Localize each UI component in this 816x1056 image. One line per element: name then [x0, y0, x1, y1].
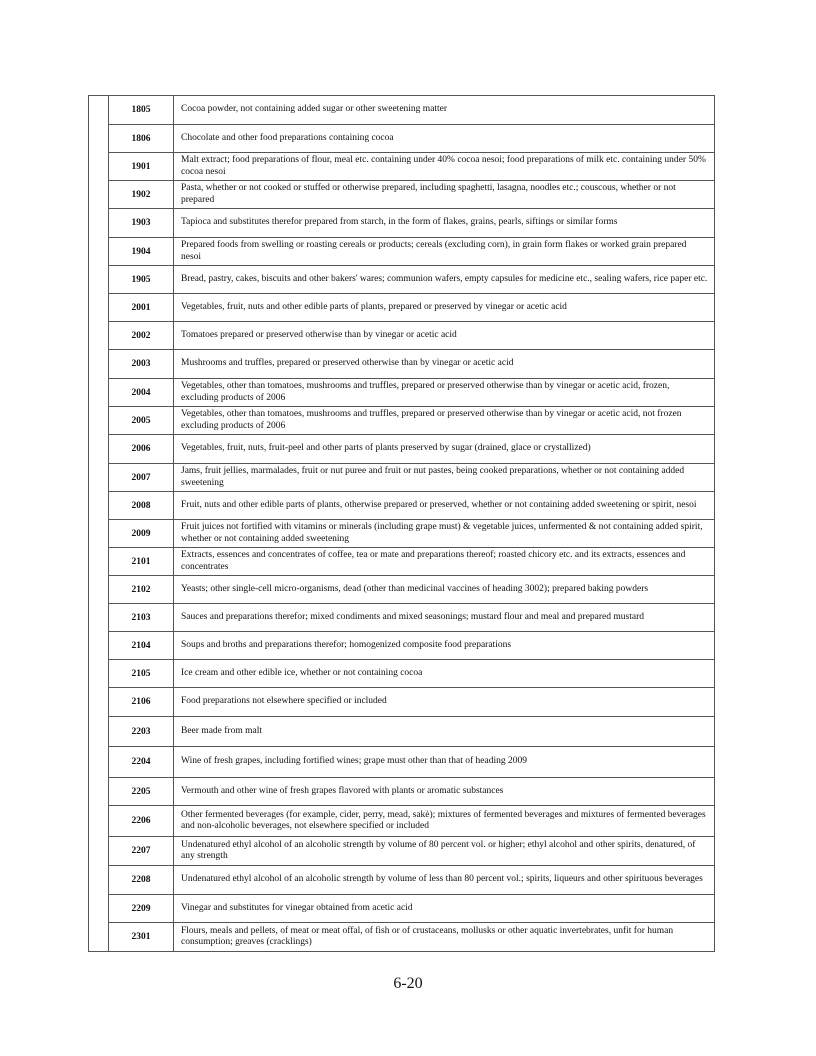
tariff-code-table-body — [89, 96, 715, 952]
description-cell: Chocolate and other food preparations containing cocoa — [174, 125, 715, 153]
table-row — [89, 688, 715, 717]
description-cell: Vegetables, fruit, nuts, fruit-peel and other parts of plants preserved by sugar (drained, glace or crystallized) — [174, 435, 715, 464]
description-cell: Cocoa powder, not containing added sugar or other sweetening matter — [174, 96, 715, 125]
table-row — [89, 548, 715, 576]
blank-cell — [89, 209, 109, 238]
table-row — [89, 181, 715, 209]
blank-cell — [89, 576, 109, 604]
table-row — [89, 604, 715, 632]
blank-cell — [89, 294, 109, 322]
table-row — [89, 238, 715, 266]
hts-code-cell: 2101 — [109, 548, 174, 576]
table-row — [89, 717, 715, 747]
hts-code-cell: 2003 — [109, 350, 174, 379]
description-cell: Undenatured ethyl alcohol of an alcoholic strength by volume of less than 80 percent vol.; spirits, liqueurs and other spirituous beverages — [174, 866, 715, 895]
hts-code-cell: 2205 — [109, 778, 174, 806]
blank-cell — [89, 660, 109, 688]
description-cell: Sauces and preparations therefor; mixed condiments and mixed seasonings; mustard flour and meal and prepared mustard — [174, 604, 715, 632]
blank-cell — [89, 837, 109, 866]
hts-code-cell: 2204 — [109, 747, 174, 778]
description-cell: Tapioca and substitutes therefor prepared from starch, in the form of flakes, grains, pearls, siftings or similar forms — [174, 209, 715, 238]
description-cell: Food preparations not elsewhere specified or included — [174, 688, 715, 717]
description-cell: Pasta, whether or not cooked or stuffed or otherwise prepared, including spaghetti, lasagna, noodles etc.; couscous, whether or not prepared — [174, 181, 715, 209]
blank-cell — [89, 125, 109, 153]
table-row — [89, 350, 715, 379]
hts-code-cell: 2102 — [109, 576, 174, 604]
hts-code-cell: 2005 — [109, 407, 174, 435]
hts-code-cell: 2105 — [109, 660, 174, 688]
description-cell: Extracts, essences and concentrates of coffee, tea or mate and preparations thereof; roasted chicory etc. and its extracts, essences and concentrates — [174, 548, 715, 576]
hts-code-cell: 1806 — [109, 125, 174, 153]
table-row — [89, 379, 715, 407]
blank-cell — [89, 548, 109, 576]
table-row — [89, 153, 715, 181]
description-cell: Vegetables, fruit, nuts and other edible parts of plants, prepared or preserved by vinegar or acetic acid — [174, 294, 715, 322]
hts-code-cell: 2208 — [109, 866, 174, 895]
blank-cell — [89, 435, 109, 464]
description-cell: Tomatoes prepared or preserved otherwise than by vinegar or acetic acid — [174, 322, 715, 350]
table-row — [89, 407, 715, 435]
table-row — [89, 294, 715, 322]
description-cell: Vermouth and other wine of fresh grapes flavored with plants or aromatic substances — [174, 778, 715, 806]
hts-code-cell: 2007 — [109, 464, 174, 492]
description-cell: Soups and broths and preparations therefor; homogenized composite food preparations — [174, 632, 715, 660]
blank-cell — [89, 96, 109, 125]
description-cell: Flours, meals and pellets, of meat or meat offal, of fish or of crustaceans, mollusks or other aquatic invertebrates, unfit for human consumption; greaves (cracklings) — [174, 923, 715, 952]
description-cell: Undenatured ethyl alcohol of an alcoholic strength by volume of 80 percent vol. or higher; ethyl alcohol and other spirits, denatured, of any strength — [174, 837, 715, 866]
blank-cell — [89, 350, 109, 379]
table-row — [89, 209, 715, 238]
hts-code-cell: 1902 — [109, 181, 174, 209]
blank-cell — [89, 632, 109, 660]
table-row — [89, 464, 715, 492]
blank-cell — [89, 181, 109, 209]
table-row — [89, 923, 715, 952]
hts-code-cell: 2106 — [109, 688, 174, 717]
description-cell: Yeasts; other single-cell micro-organisms, dead (other than medicinal vaccines of heading 3002); prepared baking powders — [174, 576, 715, 604]
hts-code-cell: 2203 — [109, 717, 174, 747]
description-cell: Prepared foods from swelling or roasting cereals or products; cereals (excluding corn), in grain form flakes or worked grain prepared nesoi — [174, 238, 715, 266]
table-row — [89, 96, 715, 125]
blank-cell — [89, 322, 109, 350]
blank-cell — [89, 895, 109, 923]
table-row — [89, 520, 715, 548]
hts-code-cell: 1905 — [109, 266, 174, 294]
table-row — [89, 806, 715, 837]
blank-cell — [89, 153, 109, 181]
hts-code-cell: 2002 — [109, 322, 174, 350]
hts-code-cell: 2104 — [109, 632, 174, 660]
description-cell: Beer made from malt — [174, 717, 715, 747]
hts-code-cell: 1904 — [109, 238, 174, 266]
blank-cell — [89, 866, 109, 895]
hts-code-cell: 2001 — [109, 294, 174, 322]
description-cell: Ice cream and other edible ice, whether or not containing cocoa — [174, 660, 715, 688]
description-cell: Fruit juices not fortified with vitamins or minerals (including grape must) & vegetable juices, unfermented & not containing added spirit, whether or not containing added sweetening — [174, 520, 715, 548]
description-cell: Vegetables, other than tomatoes, mushrooms and truffles, prepared or preserved otherwise than by vinegar or acetic acid, not frozen excluding products of 2006 — [174, 407, 715, 435]
blank-cell — [89, 747, 109, 778]
description-cell: Jams, fruit jellies, marmalades, fruit or nut puree and fruit or nut pastes, being cooked preparations, whether or not containing added sweetening — [174, 464, 715, 492]
hts-code-cell: 2009 — [109, 520, 174, 548]
description-cell: Fruit, nuts and other edible parts of plants, otherwise prepared or preserved, whether or not containing added sweetening or spirit, nesoi — [174, 492, 715, 520]
blank-cell — [89, 604, 109, 632]
blank-cell — [89, 379, 109, 407]
blank-cell — [89, 492, 109, 520]
table-row — [89, 778, 715, 806]
hts-code-cell: 2008 — [109, 492, 174, 520]
description-cell: Malt extract; food preparations of flour, meal etc. containing under 40% cocoa nesoi; food preparations of milk etc. containing under 50% cocoa nesoi — [174, 153, 715, 181]
table-row — [89, 576, 715, 604]
blank-cell — [89, 407, 109, 435]
table-row — [89, 322, 715, 350]
table-row — [89, 837, 715, 866]
description-cell: Mushrooms and truffles, prepared or preserved otherwise than by vinegar or acetic acid — [174, 350, 715, 379]
hts-code-cell: 2206 — [109, 806, 174, 837]
table-row — [89, 492, 715, 520]
table-row — [89, 632, 715, 660]
description-cell: Vegetables, other than tomatoes, mushrooms and truffles, prepared or preserved otherwise than by vinegar or acetic acid, frozen, excluding products of 2006 — [174, 379, 715, 407]
hts-code-cell: 2006 — [109, 435, 174, 464]
description-cell: Bread, pastry, cakes, biscuits and other bakers' wares; communion wafers, empty capsules for medicine etc., sealing wafers, rice paper etc. — [174, 266, 715, 294]
description-cell: Vinegar and substitutes for vinegar obtained from acetic acid — [174, 895, 715, 923]
blank-cell — [89, 688, 109, 717]
table-row — [89, 747, 715, 778]
hts-code-cell: 1805 — [109, 96, 174, 125]
blank-cell — [89, 464, 109, 492]
hts-code-cell: 1901 — [109, 153, 174, 181]
table-row — [89, 895, 715, 923]
page-number: 6-20 — [393, 975, 423, 992]
hts-code-cell: 2103 — [109, 604, 174, 632]
blank-cell — [89, 806, 109, 837]
hts-code-cell: 2004 — [109, 379, 174, 407]
blank-cell — [89, 778, 109, 806]
blank-cell — [89, 520, 109, 548]
blank-cell — [89, 923, 109, 952]
blank-cell — [89, 717, 109, 747]
hts-code-cell: 2301 — [109, 923, 174, 952]
table-row — [89, 660, 715, 688]
description-cell: Wine of fresh grapes, including fortified wines; grape must other than that of heading 2009 — [174, 747, 715, 778]
description-cell: Other fermented beverages (for example, cider, perry, mead, sakè); mixtures of fermented beverages and mixtures of fermented beverages and non-alcoholic beverages, not elsewhere specified or included — [174, 806, 715, 837]
hts-code-cell: 2207 — [109, 837, 174, 866]
tariff-code-table — [88, 95, 715, 952]
blank-cell — [89, 238, 109, 266]
hts-code-cell: 2209 — [109, 895, 174, 923]
hts-code-cell: 1903 — [109, 209, 174, 238]
table-row — [89, 435, 715, 464]
table-row — [89, 866, 715, 895]
table-row — [89, 125, 715, 153]
blank-cell — [89, 266, 109, 294]
table-row — [89, 266, 715, 294]
